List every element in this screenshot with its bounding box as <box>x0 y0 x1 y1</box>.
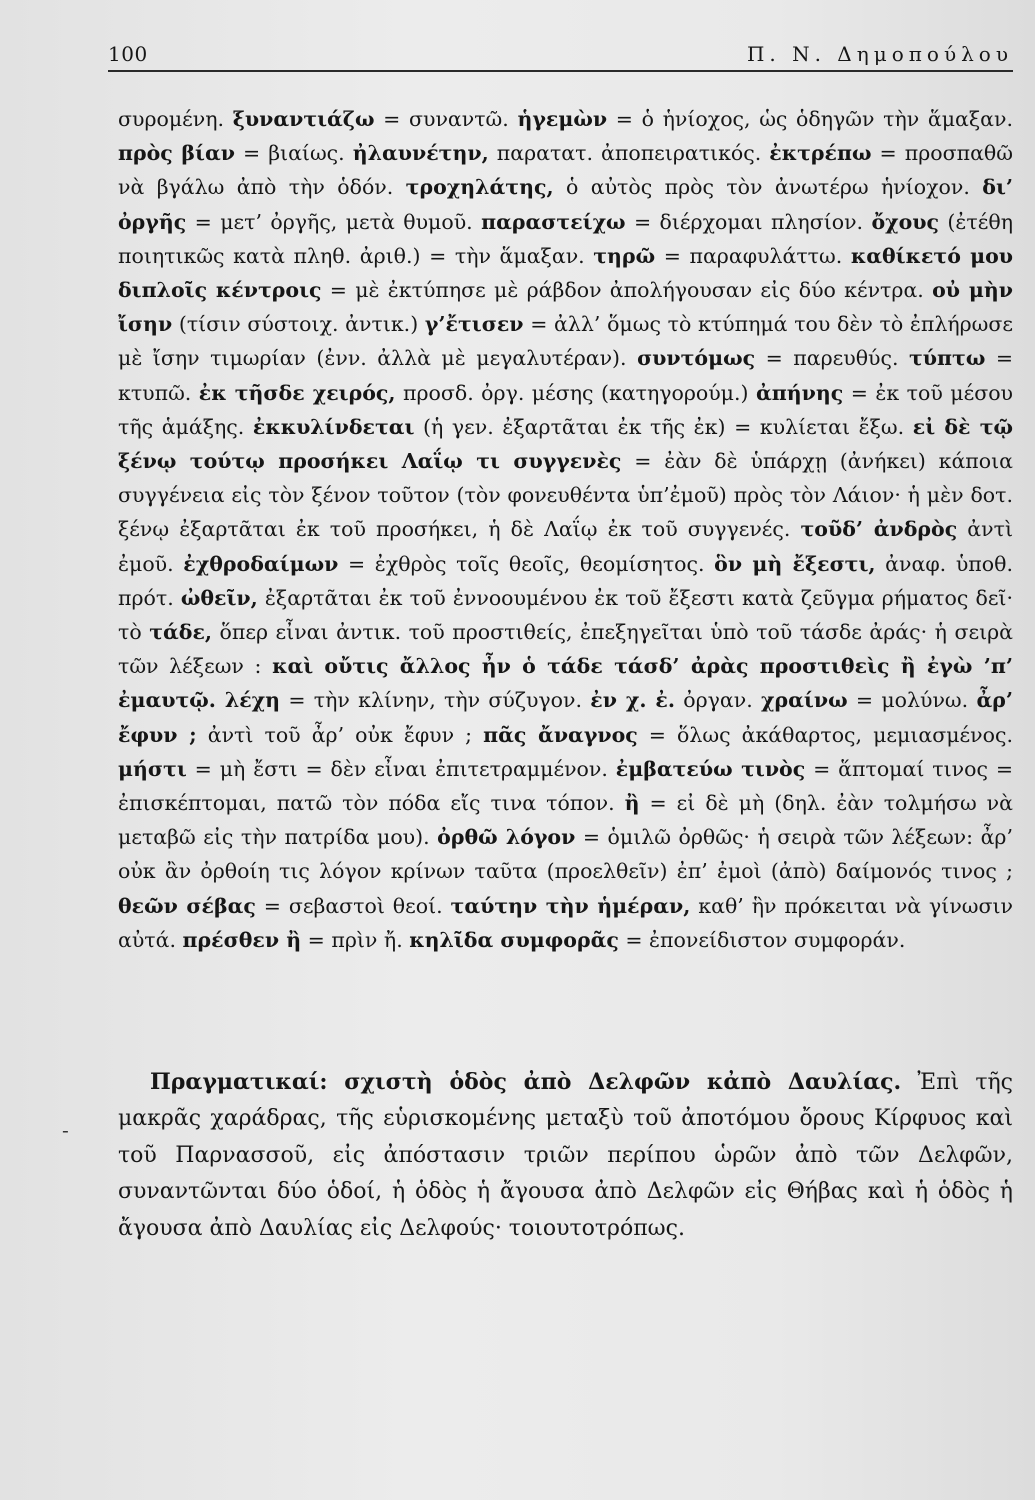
headword: εἰ δὲ τῷ ξένῳ τούτῳ προσήκει Λαΐῳ τι συγγενὲς <box>118 414 1014 474</box>
gloss-text: Ἐπὶ τῆς μακρᾶς χαράδρας, τῆς εὑρισκομένης μεταξὺ τοῦ ἀποτόμου ὄρους Κίρφυος καὶ τοῦ Παρνασσοῦ, εἰς ἀπόστασιν τριῶν περίπου ὡρῶν ἀπὸ τῶν Δελφῶν, συναντῶνται δύο ὁδοί, ἡ ὁδὸς ἡ ἄγουσα ἀπὸ Δελφῶν εἰς Θήβας καὶ ἡ ὁδὸς ἡ ἄγουσα ἀπὸ Δαυλίας εἰς Δελφούς· τοιουτοτρόπως. <box>118 1070 1013 1241</box>
gloss-text: = ἐπονείδιστον συμφοράν. <box>618 927 906 952</box>
headword: τροχηλάτης, <box>405 175 554 200</box>
gloss-text: ὅπερ εἶναι ἀντικ. τοῦ προστιθείς, ἐπεξηγεῖται ὑπὸ τοῦ τάσδε ἀράς· ἡ σειρὰ τῶν λέξεων : <box>118 620 1013 679</box>
gloss-text: = μὲ ἐκτύπησε μὲ ράβδον ἀπολήγουσαν εἰς δύο κέντρα. <box>321 278 933 303</box>
headword: ξυναντιάζω <box>232 107 375 131</box>
headword: ἆρ’ ἔφυν ; <box>118 688 1013 747</box>
gloss-text: = μετ’ ὀργῆς, μετὰ θυμοῦ. <box>186 209 482 234</box>
gloss-text: = κτυπῶ. <box>118 346 1014 405</box>
gloss-text: (ἡ γεν. ἐξαρτᾶται ἐκ τῆς ἐκ) = κυλίεται ἔξω. <box>414 414 913 439</box>
gloss-text: = παρευθύς. <box>755 346 909 371</box>
running-head <box>108 40 1013 74</box>
gloss-text: = τὴν κλίνην, τὴν σύζυγον. <box>280 688 591 713</box>
gloss-text: = βιαίως. <box>234 141 353 166</box>
headword: τύπτω <box>909 346 986 371</box>
gloss-text: = μολύνω. <box>847 688 977 713</box>
headword: καὶ οὔτις ἄλλος ἦν ὁ τάδε τάσδ’ ἀρὰς προστιθεὶς ἢ ἐγὼ ’π’ ἐμαυτῷ. λέχη <box>118 654 1013 713</box>
headword: μήστι <box>118 756 187 781</box>
page-number: 100 <box>108 42 148 66</box>
headword: ὄχους <box>871 209 940 234</box>
section-paragraph <box>118 1064 1013 1247</box>
gloss-text: = ἐχθρὸς τοῖς θεοῖς, θεομίσητος. <box>338 551 715 576</box>
gloss-text: (ἐτέθη ποιητικῶς κατὰ πληθ. ἀριθ.) = τὴν ἅμαξαν. <box>118 209 1013 268</box>
headword: ἡγεμὼν <box>517 107 608 131</box>
gloss-text: = προσπαθῶ νὰ βγάλω ἀπὸ τὴν ὁδόν. <box>118 141 1013 200</box>
headword: ἐμβατεύω τινὸς <box>615 756 806 781</box>
headword: ἐκτρέπω <box>769 141 872 166</box>
headword: πρέσθεν ἢ <box>182 927 302 952</box>
headword: τηρῶ <box>593 243 656 268</box>
gloss-text: = συναντῶ. <box>374 107 518 131</box>
headword: πᾶς ἄναγνος <box>483 722 638 747</box>
running-title: Π. Ν. Δημοπούλου <box>746 42 1013 66</box>
gloss-text: καθ’ ἣν πρόκειται νὰ γίνωσιν αὐτά. <box>118 893 1014 952</box>
gloss-text: ὁ αὐτὸς πρὸς τὸν ἀνωτέρω ἡνίοχον. <box>553 175 983 200</box>
gloss-text: ἀντὶ ἐμοῦ. <box>118 517 1013 576</box>
headword: καθίκετό μου διπλοῖς κέντροις <box>118 243 1013 303</box>
headword: συντόμως <box>637 346 756 371</box>
gloss-text: = ἐὰν δὲ ὑπάρχῃ (ἀνήκει) κάποια συγγένεια εἰς τὸν ξένον τοῦτον (τὸν φονευθέντα ὑπ’ἐμοῦ) πρὸς τὸν Λάιον· ἡ μὲν δοτ. ξένῳ ἐξαρτᾶται ἐκ τοῦ προσήκει, ἡ δὲ Λαΐῳ ἐκ τοῦ συγγενές. <box>118 449 1014 542</box>
headword: δι’ ὀργῆς <box>118 175 1013 234</box>
gloss-text: ἀναφ. ὑποθ. πρότ. <box>118 551 1013 610</box>
commentary-paragraph <box>118 102 1013 957</box>
gloss-text: = διέρχομαι πλησίον. <box>625 209 872 234</box>
margin-mark: - <box>62 1118 69 1142</box>
headword: πρὸς βίαν <box>118 141 235 166</box>
gloss-text: = παραφυλάττω. <box>655 243 851 268</box>
gloss-text: (τίσιν σύστοιχ. ἀντικ.) <box>172 312 425 337</box>
gloss-text: = σεβαστοὶ θεοί. <box>255 893 451 918</box>
headword: ὃν μὴ ἔξεστι, <box>714 551 876 576</box>
gloss-text: = ὅλως ἀκάθαρτος, μεμιασμένος. <box>637 722 1013 747</box>
gloss-text: προσδ. ὀργ. μέσης (κατηγορούμ.) <box>395 380 756 405</box>
gloss-text: ἀντὶ τοῦ ἆρ’ οὐκ ἔφυν ; <box>196 722 484 747</box>
gloss-text: = πρὶν ἤ. <box>301 927 410 952</box>
headword: τάδε, <box>149 620 213 645</box>
headword: ἐχθροδαίμων <box>183 551 339 576</box>
gloss-text: = ἐκ τοῦ μέσου τῆς ἁμάξης. <box>118 380 1013 439</box>
gloss-text: = ἅπτομαί τινος = ἐπισκέπτομαι, πατῶ τὸν πόδα εἴς τινα τόπον. <box>118 756 1013 816</box>
headword: θεῶν σέβας <box>118 893 256 918</box>
gloss-text: = ἀλλ’ ὅμως τὸ κτύπημά του δὲν τὸ ἐπλήρωσε μὲ ἴσην τιμωρίαν (ἐνν. ἀλλὰ μὲ μεγαλυτέραν). <box>118 312 1013 371</box>
gloss-text: = ὁ ἡνίοχος, ὡς ὁδηγῶν τὴν ἅμαξαν. <box>607 107 1014 131</box>
headword: ἠλαυνέτην, <box>352 141 489 166</box>
headword: τοῦδ’ ἀνδρὸς <box>800 517 958 542</box>
headword: οὐ μὴν ἴσην <box>118 278 1013 337</box>
headword: ἐν χ. ἐ. <box>590 688 675 713</box>
headword: ἐκκυλίνδεται <box>252 414 415 439</box>
headword: χραίνω <box>761 688 848 713</box>
gloss-text: = ὁμιλῶ ὀρθῶς· ἡ σειρὰ τῶν λέξεων: ἆρ’ οὐκ ἂν ὀρθοίη τις λόγον κρίνων ταῦτα (προελθεῖν) ἐπ’ ἐμοὶ (ἀπὸ) δαίμονός τινος ; <box>118 825 1013 884</box>
gloss-text: = εἰ δὲ μὴ (δηλ. ἐὰν τολμήσω νὰ μεταβῶ εἰς τὴν πατρίδα μου). <box>118 791 1013 850</box>
headword: ὠθεῖν, <box>180 585 258 610</box>
gloss-text: = μὴ ἔστι = δὲν εἶναι ἐπιτετραμμένον. <box>186 756 616 781</box>
gloss-text: συρομένη. <box>118 107 233 131</box>
gloss-text: ἐξαρτᾶται ἐκ τοῦ ἐννοουμένου ἐκ τοῦ ἔξεστι κατὰ ζεῦγμα ρήματος δεῖ· τὸ <box>118 585 1013 645</box>
headword: ὀρθῶ λόγον <box>437 825 576 850</box>
headword: γ’ἔτισεν <box>424 312 524 337</box>
headword: ταύτην τὴν ἡμέραν, <box>450 893 691 918</box>
headword: κηλῖδα συμφορᾶς <box>409 927 619 952</box>
headword: παραστείχω <box>481 209 626 234</box>
headword: Πραγματικαί: σχιστὴ ὁδὸς ἀπὸ Δελφῶν κἀπὸ Δαυλίας. <box>150 1069 902 1095</box>
headword: ἀπήνης <box>755 380 844 405</box>
header-rule <box>108 70 1013 72</box>
gloss-text: ὀργαν. <box>674 688 762 713</box>
headword: ἢ <box>624 791 640 816</box>
gloss-text: παρατατ. ἀποπειρατικός. <box>488 141 770 166</box>
headword: ἐκ τῆσδε χειρός, <box>198 380 396 405</box>
